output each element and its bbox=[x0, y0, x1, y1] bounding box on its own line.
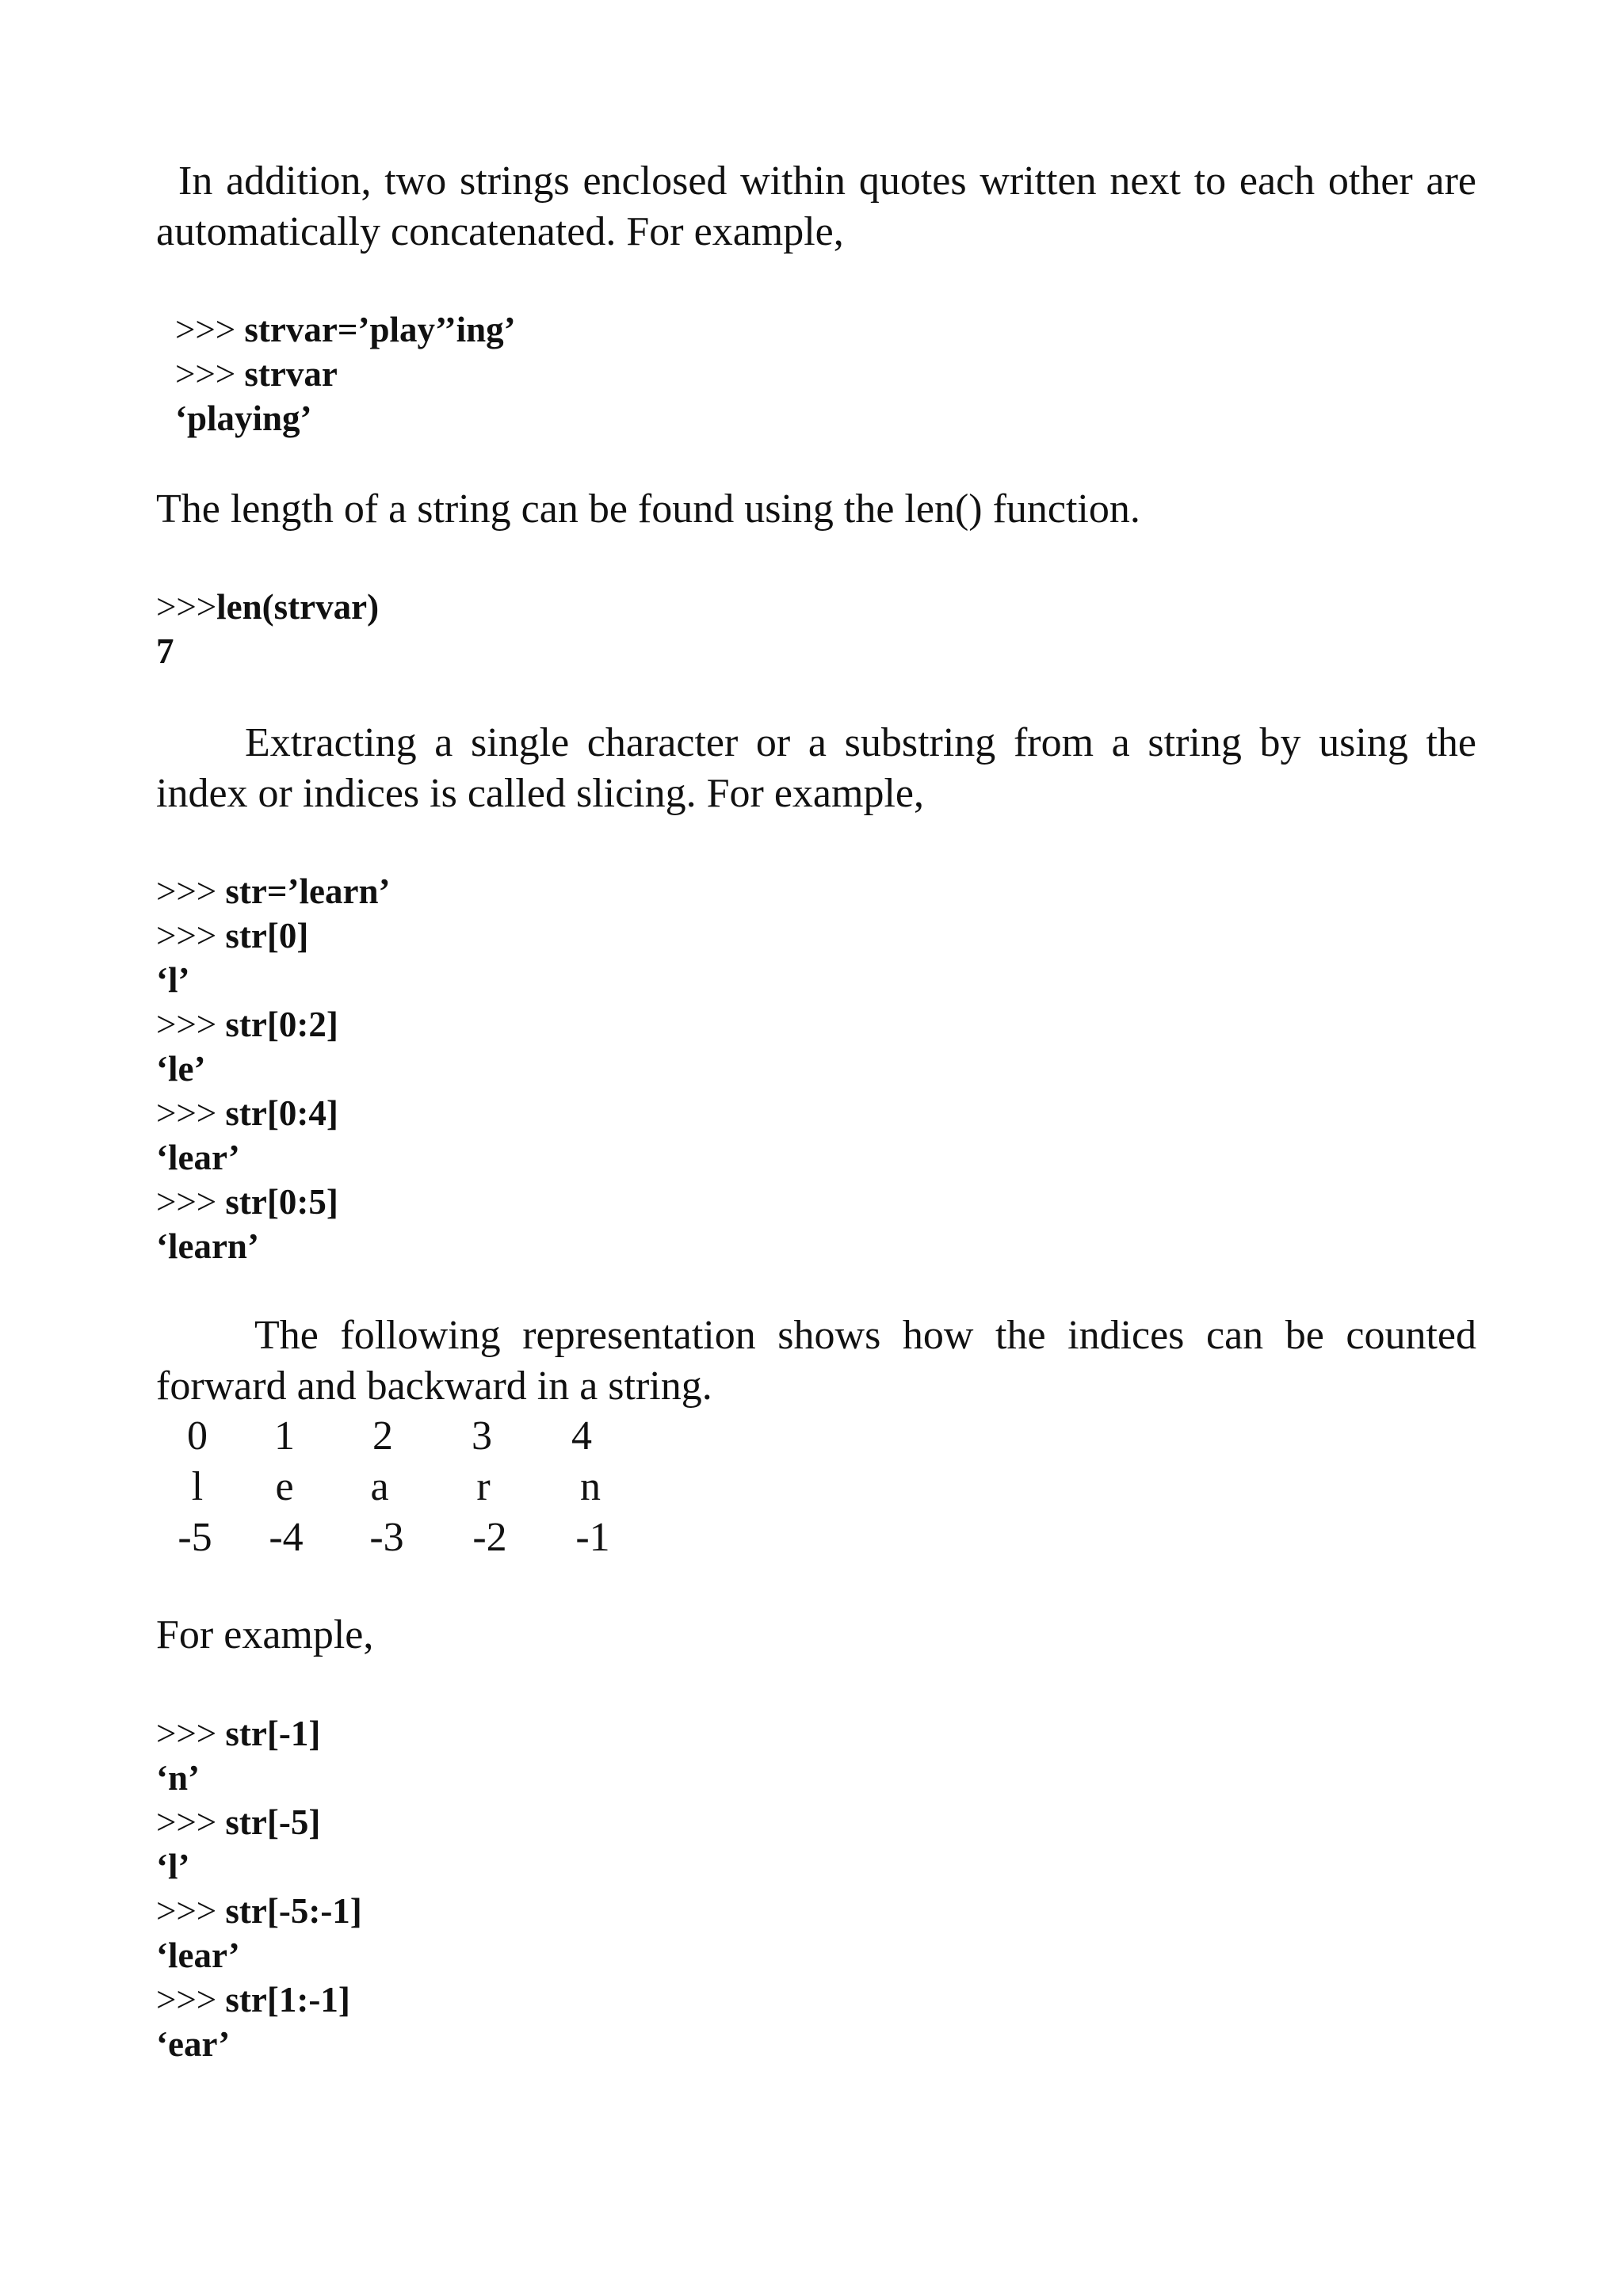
letter-cell: e bbox=[275, 1464, 294, 1509]
code-line: >>> str[0] bbox=[156, 916, 309, 955]
code-line: >>> str[-5] bbox=[156, 1802, 321, 1842]
paragraph-concatenation: In addition, two strings enclosed within quotes written next to each other are automatically concatenated. For example, bbox=[156, 158, 1476, 254]
code-line: >>> str[0:2] bbox=[156, 1005, 338, 1044]
code-line: >>> str[0:5] bbox=[156, 1182, 338, 1222]
paragraph-index-representation: The following representation shows how the indices can be counted forward and backward in a string. bbox=[156, 1313, 1476, 1409]
code-output: ‘lear’ bbox=[156, 1138, 240, 1177]
code-line: >>> strvar=’play’’ing’ bbox=[175, 310, 516, 349]
letter-cell: n bbox=[580, 1464, 601, 1509]
index-cell: 0 bbox=[187, 1413, 208, 1459]
code-block-length bbox=[156, 585, 379, 673]
index-cell: 1 bbox=[274, 1413, 295, 1459]
code-output: ‘playing’ bbox=[175, 399, 312, 438]
index-cell: -2 bbox=[472, 1515, 507, 1560]
code-output: ‘learn’ bbox=[156, 1226, 259, 1266]
index-cell: 3 bbox=[472, 1413, 492, 1459]
code-output: ‘lear’ bbox=[156, 1936, 240, 1975]
code-output: ‘le’ bbox=[156, 1049, 206, 1089]
code-output: 7 bbox=[156, 631, 174, 671]
paragraph-slicing: Extracting a single character or a substring from a string by using the index or indices is called slicing. For example, bbox=[156, 720, 1476, 816]
code-block-concatenation bbox=[156, 307, 516, 441]
code-line: >>> str=’learn’ bbox=[156, 871, 391, 911]
index-cell: -3 bbox=[369, 1515, 404, 1560]
paragraph-for-example: For example, bbox=[156, 1612, 374, 1657]
code-output: ‘ear’ bbox=[156, 2024, 231, 2064]
letter-cell: l bbox=[191, 1464, 204, 1509]
code-block-negative-index bbox=[156, 1711, 362, 2066]
code-output: ‘n’ bbox=[156, 1758, 200, 1798]
paragraph-length: The length of a string can be found using the len() function. bbox=[156, 486, 1140, 532]
code-line: >>>len(strvar) bbox=[156, 587, 380, 627]
index-cell: -1 bbox=[575, 1515, 610, 1560]
index-cell: -5 bbox=[178, 1515, 212, 1560]
code-block-slicing bbox=[156, 869, 390, 1268]
letter-cell: r bbox=[476, 1464, 491, 1509]
index-cell: 4 bbox=[571, 1413, 592, 1459]
code-line: >>> str[0:4] bbox=[156, 1093, 338, 1133]
code-output: ‘l’ bbox=[156, 960, 190, 1000]
code-line: >>> str[-5:-1] bbox=[156, 1891, 362, 1931]
code-line: >>> str[-1] bbox=[156, 1714, 321, 1753]
code-line: >>> str[1:-1] bbox=[156, 1980, 350, 2019]
code-line: >>> strvar bbox=[175, 354, 338, 394]
letter-cell: a bbox=[370, 1464, 389, 1509]
index-cell: 2 bbox=[372, 1413, 393, 1459]
code-output: ‘l’ bbox=[156, 1847, 190, 1886]
index-cell: -4 bbox=[269, 1515, 304, 1560]
